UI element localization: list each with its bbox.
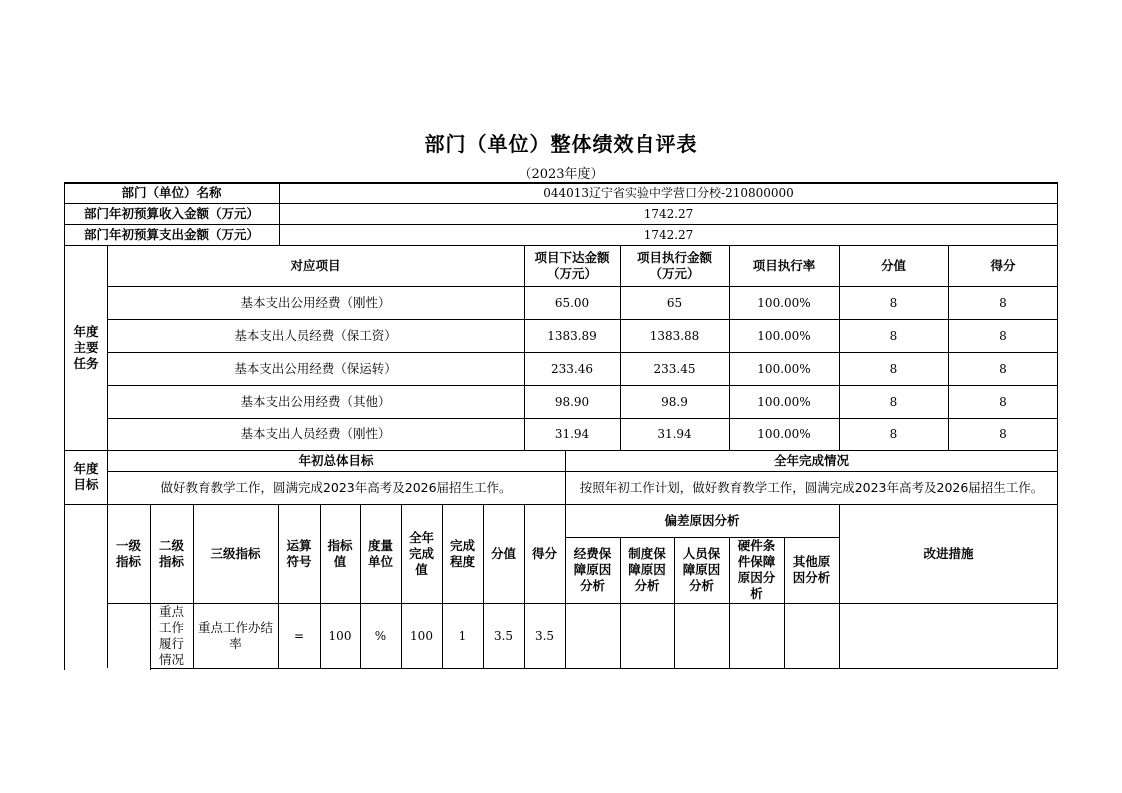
task-score: 8 xyxy=(999,295,1007,310)
ind-score: 3.5 xyxy=(534,628,555,643)
task-points: 8 xyxy=(889,394,898,409)
year-label: （2023年度） xyxy=(518,167,604,182)
task-issued: 233.46 xyxy=(551,361,593,376)
task-executed: 1383.88 xyxy=(649,328,700,343)
ind-header-unit: 度量单位 xyxy=(367,537,393,569)
ind-header-annual: 全年完成值 xyxy=(408,529,434,577)
task-project: 基本支出人员经费（刚性） xyxy=(240,426,391,441)
ind-level3: 重点工作办结率 xyxy=(197,619,273,651)
tasks-header-project: 对应项目 xyxy=(290,257,341,273)
tasks-header-score: 得分 xyxy=(990,257,1016,273)
row-line xyxy=(150,668,1058,669)
ind-header-level1: 一级指标 xyxy=(115,537,141,569)
goals-completion-text: 按照年初工作计划，做好教育教学工作，圆满完成2023年高考及2026届招生工作。 xyxy=(579,479,1044,495)
task-rate: 100.00% xyxy=(757,394,811,409)
task-rate: 100.00% xyxy=(757,361,811,376)
task-issued: 65.00 xyxy=(554,295,590,310)
ind-unit: % xyxy=(374,628,387,643)
ind-header-dev-hardware: 硬件条件保障原因分析 xyxy=(737,538,776,601)
task-score: 8 xyxy=(999,394,1007,409)
task-issued: 31.94 xyxy=(554,427,590,441)
task-rate: 100.00% xyxy=(757,427,811,441)
ind-header-operator: 运算符号 xyxy=(286,537,312,569)
ind-header-dev-staff: 人员保障原因分析 xyxy=(682,546,721,593)
tasks-side-label: 年度主要任务 xyxy=(73,323,99,371)
ind-header-dev-funds: 经费保障原因分析 xyxy=(573,546,612,593)
task-project: 基本支出公用经费（其他） xyxy=(240,393,391,409)
task-issued: 1383.89 xyxy=(547,328,597,343)
task-score: 8 xyxy=(999,328,1007,343)
goals-target-text: 做好教育教学工作，圆满完成2023年高考及2026届招生工作。 xyxy=(160,479,512,495)
task-project: 基本支出公用经费（保运转） xyxy=(234,360,397,376)
task-project: 基本支出人员经费（保工资） xyxy=(234,327,397,343)
task-rate: 100.00% xyxy=(757,295,811,310)
tasks-header-issued: 项目下达金额（万元） xyxy=(534,249,610,281)
ind-header-score: 得分 xyxy=(531,545,557,561)
table-border-left xyxy=(64,182,65,670)
ind-header-improve: 改进措施 xyxy=(923,545,974,561)
task-executed: 31.94 xyxy=(657,427,692,441)
goals-target-header: 年初总体目标 xyxy=(298,452,374,468)
tasks-header-executed: 项目执行金额（万元） xyxy=(636,249,712,281)
task-points: 8 xyxy=(889,427,898,441)
task-points: 8 xyxy=(889,328,898,343)
ind-header-dev-system: 制度保障原因分析 xyxy=(628,546,666,593)
ind-header-dev-other: 其他原因分析 xyxy=(792,554,831,585)
ind-header-level3: 三级指标 xyxy=(210,545,261,561)
ind-score-value: 3.5 xyxy=(493,628,514,643)
expense-value: 1742.27 xyxy=(643,227,694,242)
task-points: 8 xyxy=(889,295,898,310)
income-label: 部门年初预算收入金额（万元） xyxy=(83,205,259,221)
ind-header-level2: 二级指标 xyxy=(158,537,184,569)
task-score: 8 xyxy=(999,361,1007,376)
ind-level2: 重点工作履行情况 xyxy=(158,603,184,667)
dept-name-label: 部门（单位）名称 xyxy=(121,184,222,200)
ind-target: 100 xyxy=(328,628,352,643)
tasks-header-rate: 项目执行率 xyxy=(752,257,816,273)
ind-annual: 100 xyxy=(410,628,433,643)
task-executed: 65 xyxy=(666,295,683,310)
goals-completion-header: 全年完成情况 xyxy=(773,452,849,468)
ind-header-degree: 完成程度 xyxy=(449,537,475,569)
task-executed: 233.45 xyxy=(653,361,696,376)
task-points: 8 xyxy=(889,361,898,376)
task-executed: 98.9 xyxy=(661,394,688,409)
tasks-header-points: 分值 xyxy=(880,257,906,273)
income-value: 1742.27 xyxy=(643,206,694,221)
ind-header-target: 指标值 xyxy=(327,537,353,569)
expense-label: 部门年初预算支出金额（万元） xyxy=(83,226,259,242)
ind-header-deviation: 偏差原因分析 xyxy=(664,512,740,528)
task-score: 8 xyxy=(999,427,1007,441)
page-title: 部门（单位）整体绩效自评表 xyxy=(424,132,698,156)
goals-side-label: 年度目标 xyxy=(73,461,99,492)
ind-degree: 1 xyxy=(458,628,467,643)
ind-operator: = xyxy=(293,628,305,643)
task-project: 基本支出公用经费（刚性） xyxy=(240,294,391,310)
task-rate: 100.00% xyxy=(757,328,811,343)
dept-name-value: 044013辽宁省实验中学营口分校-210800000 xyxy=(543,185,794,200)
ind-header-score-value: 分值 xyxy=(490,545,516,561)
task-issued: 98.90 xyxy=(554,394,590,409)
